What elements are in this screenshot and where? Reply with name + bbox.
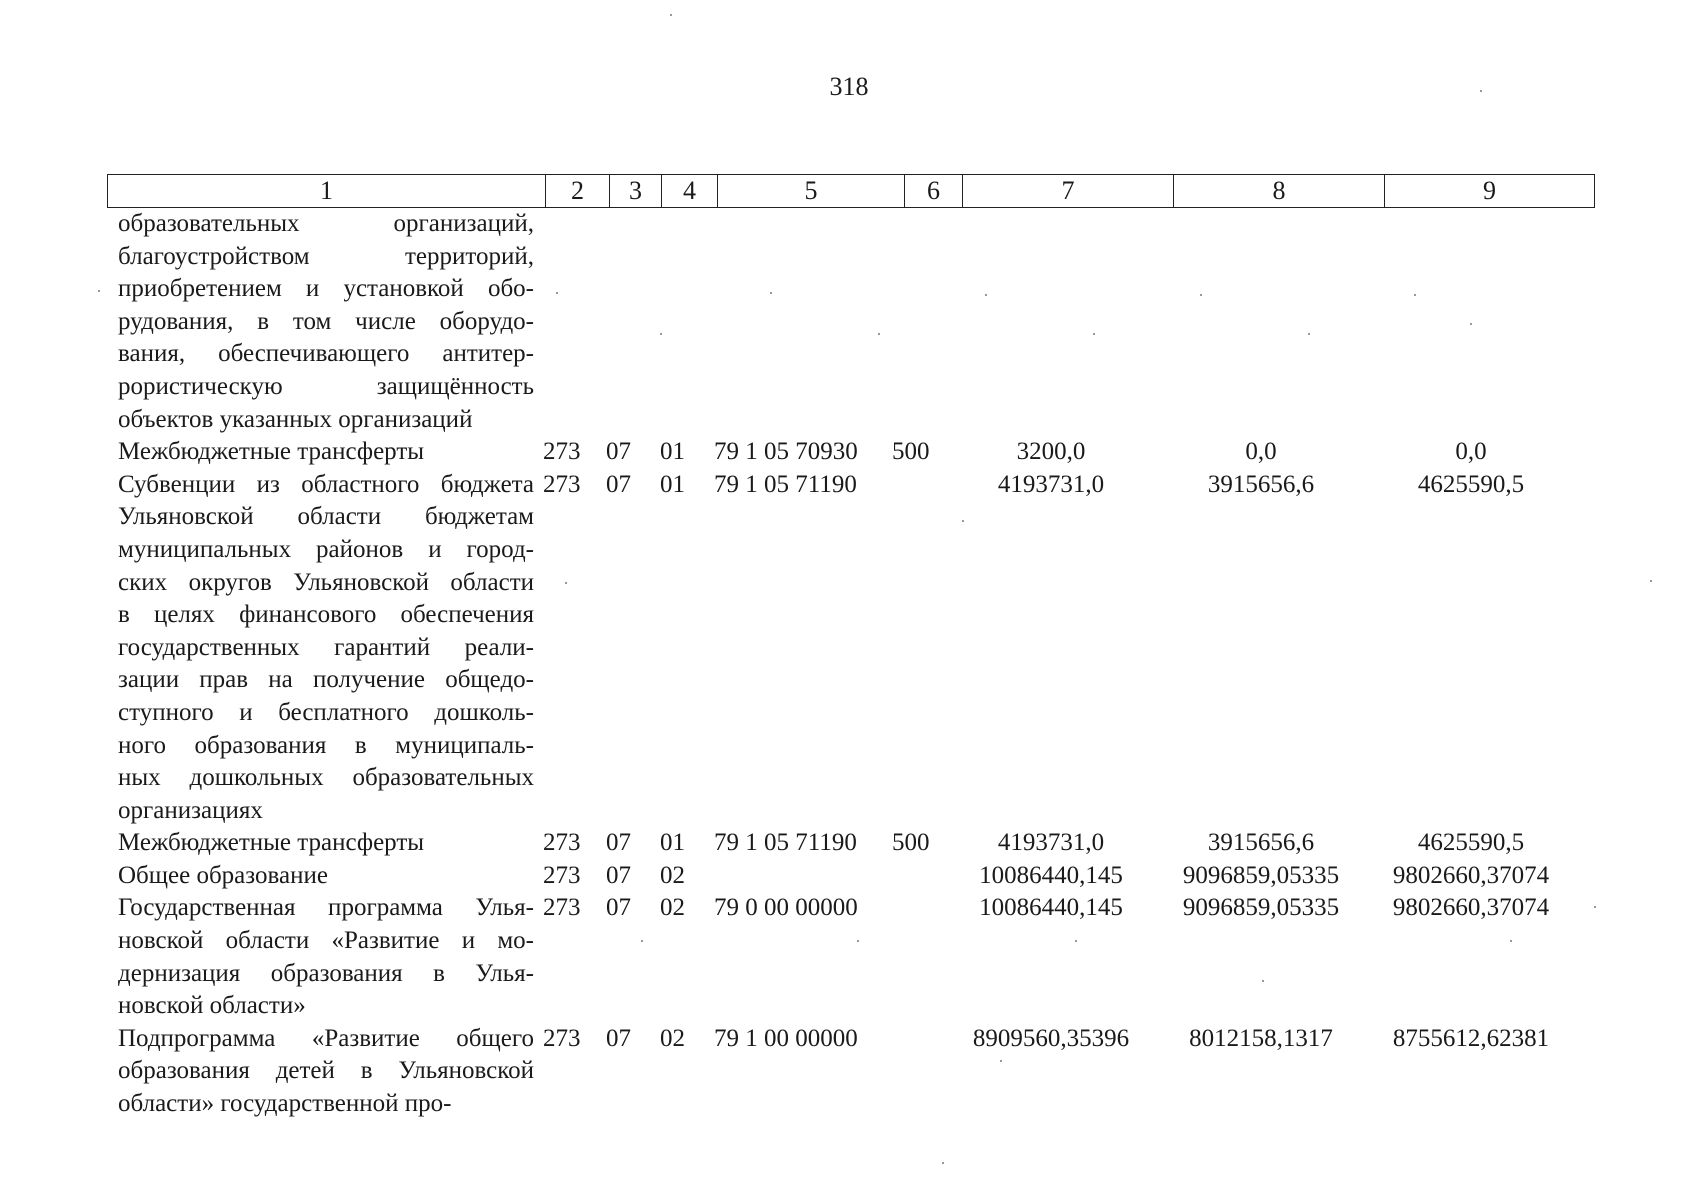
header-cell-2: 2 [546,175,610,208]
cell-section: 07 [606,1024,631,1052]
description-line: зации прав на получение общедо- [118,666,534,694]
table-body [118,208,1598,1121]
table-header [107,174,1595,208]
cell-target-article: 79 0 00 00000 [714,894,858,922]
cell-target-article: 79 1 05 71190 [714,470,857,498]
scan-speck [1594,906,1596,908]
description-line: Общее образование [118,861,328,889]
table-row [118,208,1598,436]
cell-ministry-code: 273 [543,829,581,857]
cell-expense-type: 500 [892,829,930,857]
cell-amount-col8: 0,0 [1245,438,1277,466]
description-line: новской области «Развитие и мо- [118,927,534,955]
cell-ministry-code: 273 [543,470,581,498]
description-line: благоустройством территорий, [118,242,534,270]
description-line: муниципальных районов и город- [118,535,534,563]
description-line: ных дошкольных образовательных [118,764,534,792]
table-row [118,892,1598,1022]
description-line: области» государственной про- [118,1090,452,1118]
description-line: приобретением и установкой обо- [118,275,534,303]
cell-section: 07 [606,861,631,889]
row-description [118,208,534,436]
description-line: в целях финансового обеспечения [118,601,534,629]
scan-speck [641,940,643,942]
description-line: Межбюджетные трансферты [118,829,425,857]
scan-speck [670,14,672,16]
description-line: дернизация образования в Улья- [118,959,534,987]
cell-amount-col7: 10086440,145 [979,894,1123,922]
description-line: Субвенции из областного бюджета [118,470,534,498]
scan-speck [878,333,880,335]
description-line: ступного и бесплатного дошколь- [118,698,534,726]
scan-speck [1480,90,1482,92]
cell-amount-col8: 3915656,6 [1207,829,1315,857]
description-line: рудования, в том числе оборудо- [118,307,534,335]
description-line: образования детей в Ульяновской [118,1057,534,1085]
cell-expense-type: 500 [892,438,930,466]
scan-speck [565,582,567,584]
description-line: рористическую защищённость [118,372,534,400]
scan-speck [98,290,100,292]
cell-subsection: 01 [660,438,685,466]
cell-amount-col8: 9096859,05335 [1182,894,1340,922]
cell-subsection: 02 [660,1024,685,1052]
table-row [118,1023,1598,1121]
row-description [118,436,534,469]
header-cell-6: 6 [905,175,963,208]
scan-speck [1308,333,1310,335]
page-number: 318 [829,72,869,101]
cell-amount-col9: 4625590,5 [1417,470,1525,498]
scan-speck [1262,980,1264,982]
description-line: ного образования в муниципаль- [118,731,534,759]
cell-ministry-code: 273 [543,894,581,922]
scan-speck [660,333,662,335]
description-line: ских округов Ульяновской области [118,568,534,596]
description-line: Подпрограмма «Развитие общего [118,1024,534,1052]
cell-target-article: 79 1 05 70930 [714,438,858,466]
description-line: Межбюджетные трансферты [118,438,425,466]
table-row [118,469,1598,828]
scan-speck [857,940,859,942]
cell-subsection: 01 [660,470,685,498]
cell-section: 07 [606,894,631,922]
description-line: государственных гарантий реали- [118,633,534,661]
cell-amount-col7: 3200,0 [1016,438,1086,466]
cell-amount-col8: 3915656,6 [1207,470,1315,498]
cell-amount-col7: 8909560,35396 [972,1024,1130,1052]
cell-amount-col7: 4193731,0 [997,470,1105,498]
description-line: новской области» [118,992,306,1020]
row-description [118,892,534,1022]
header-cell-9: 9 [1385,175,1595,208]
cell-target-article: 79 1 00 00000 [714,1024,858,1052]
cell-amount-col8: 9096859,05335 [1182,861,1340,889]
header-cell-3: 3 [610,175,662,208]
description-line: образовательных организаций, [118,210,534,237]
cell-amount-col9: 9802660,37074 [1392,861,1550,889]
table-row [118,827,1598,860]
header-cell-4: 4 [662,175,718,208]
cell-subsection: 02 [660,894,685,922]
cell-amount-col9: 9802660,37074 [1392,894,1550,922]
cell-section: 07 [606,470,631,498]
cell-section: 07 [606,438,631,466]
cell-ministry-code: 273 [543,1024,581,1052]
cell-target-article: 79 1 05 71190 [714,829,857,857]
header-cell-5: 5 [718,175,905,208]
header-cell-1: 1 [108,175,546,208]
description-line: Государственная программа Улья- [118,894,534,922]
scan-speck [1093,333,1095,335]
cell-amount-col9: 8755612,62381 [1392,1024,1550,1052]
description-line: объектов указанных организаций [118,405,473,433]
scan-speck [1414,294,1416,296]
cell-amount-col9: 4625590,5 [1417,829,1525,857]
scan-speck [1200,294,1202,296]
row-description [118,860,534,893]
cell-amount-col9: 0,0 [1455,438,1487,466]
row-description [118,1023,534,1121]
header-cell-7: 7 [963,175,1174,208]
scan-speck [942,1162,944,1164]
scan-speck [962,520,964,522]
description-line: вания, обеспечивающего антитер- [118,340,534,368]
scan-speck [1650,580,1652,582]
cell-amount-col7: 4193731,0 [997,829,1105,857]
cell-amount-col7: 10086440,145 [979,861,1123,889]
cell-amount-col8: 8012158,1317 [1189,1024,1333,1052]
description-line: организациях [118,796,263,824]
description-line: Ульяновской области бюджетам [118,503,534,531]
scan-speck [1510,940,1512,942]
table-row [118,436,1598,469]
scan-speck [1000,1060,1002,1062]
scan-speck [985,294,987,296]
scan-speck [1470,323,1472,325]
header-cell-8: 8 [1174,175,1385,208]
scan-speck [770,292,772,294]
cell-ministry-code: 273 [543,438,581,466]
cell-subsection: 02 [660,861,685,889]
cell-subsection: 01 [660,829,685,857]
cell-section: 07 [606,829,631,857]
row-description [118,827,534,860]
row-description [118,469,534,828]
cell-ministry-code: 273 [543,861,581,889]
scan-speck [556,292,558,294]
scan-speck [1075,940,1077,942]
table-row [118,860,1598,893]
